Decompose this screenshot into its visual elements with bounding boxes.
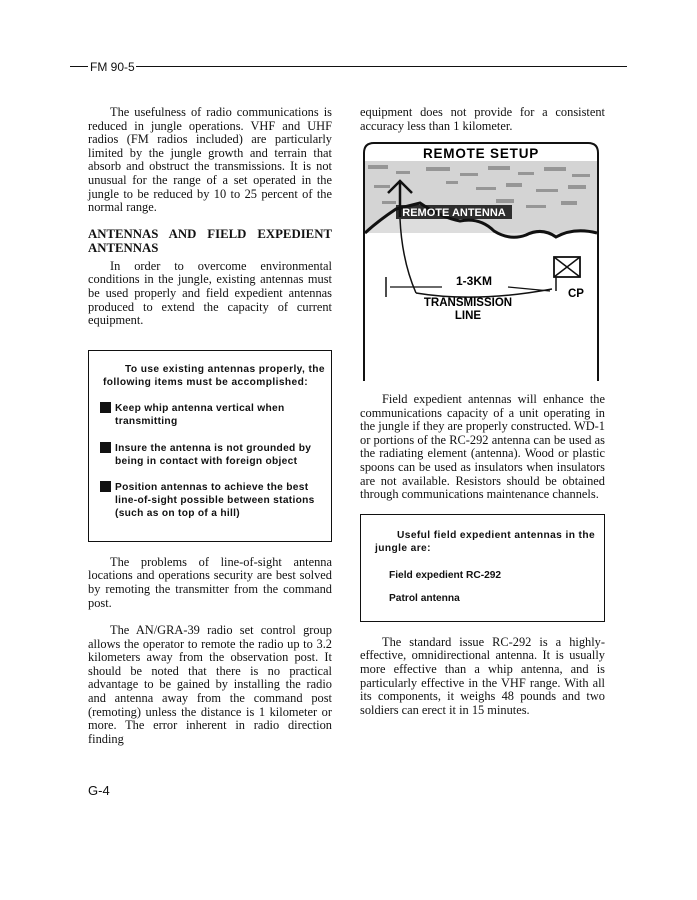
useful-antennas-box	[360, 514, 605, 622]
transmission-label-2: LINE	[454, 310, 482, 322]
remote-setup-figure	[356, 141, 606, 381]
paragraph-radio-usefulness: The usefulness of radio communications is reduced in jungle operations. VHF and UHF radios (FM radios included) are particularly limited by the jungle growth and terrain that absorb and obstruct the transmissions. It is not unusual for the range of a set operated in the jungle to be reduced by 10 to 25 percent of the normal range.	[88, 105, 332, 215]
bullet-square-icon	[100, 481, 111, 492]
list-item: Field expedient RC-292	[389, 570, 502, 582]
list-item: Patrol antenna	[389, 593, 460, 605]
page-number: G-4	[88, 783, 110, 798]
list-item: Keep whip antenna vertical when transmitting	[89, 402, 331, 428]
manual-id: FM 90-5	[90, 60, 135, 74]
paragraph-continued: equipment does not provide for a consistent accuracy less than 1 kilometer.	[360, 105, 605, 133]
list-item: Insure the antenna is not grounded by being in contact with foreign object	[89, 442, 331, 468]
header-rule-left	[70, 66, 88, 67]
paragraph-gra39: The AN/GRA-39 radio set control group allows the operator to remote the radio up to 3.2 kilometers away from the observation post. It should be noted that there is no practical advantage to be gained by installing the radio and antenna away from the command post (remoting) unless the distance is 1 kilometer or more. The error inherent in radio direction finding	[88, 623, 332, 746]
running-header	[70, 60, 627, 74]
command-post-icon	[554, 257, 580, 291]
paragraph-environment: In order to overcome environmental conditions in the jungle, existing antennas must be used properly and field expedient antennas produced to extend the capacity of current equipment.	[88, 258, 332, 328]
transmission-label-1: TRANSMISSION	[423, 297, 513, 309]
cp-label: CP	[568, 288, 584, 300]
figure-title: REMOTE SETUP	[422, 146, 540, 161]
bullet-square-icon	[100, 442, 111, 453]
right-column-lower	[360, 393, 605, 717]
antenna-tips-list	[89, 402, 331, 520]
distance-label: 1-3KM	[455, 274, 493, 288]
antenna-tips-box	[88, 350, 332, 542]
bullet-square-icon	[100, 402, 111, 413]
header-rule-right	[136, 66, 627, 67]
section-heading: ANTENNAS AND FIELD EXPEDIENT ANTENNAS	[88, 226, 332, 255]
paragraph-rc292: The standard issue RC-292 is a highly-effective, omnidirectional antenna. It is usually more effective than a whip antenna, and is particularly effective in the VHF range. With all its components, it weighs 48 pounds and two soldiers can erect it in 15 minutes.	[360, 634, 605, 717]
paragraph-field-expedient: Field expedient antennas will enhance the communications capacity of a unit operating in the jungle if they are properly constructed. WD-1 or portions of the RC-292 antenna can be used as the radiating element (antenna). Wood or plastic spoons can be used as insulators when insulators are not available. Resistors should be obtained through communications maintenance channels.	[360, 392, 605, 502]
left-column	[88, 106, 332, 746]
antenna-label: REMOTE ANTENNA	[402, 207, 506, 219]
right-column	[360, 106, 605, 133]
list-item: Position antennas to achieve the best line-of-sight possible between stations (such as on top of a hill)	[89, 481, 331, 521]
useful-antennas-intro: Useful field expedient antennas in the jungle are:	[375, 529, 596, 554]
antenna-tips-intro: To use existing antennas properly, the following items must be accomplished:	[103, 363, 325, 388]
paragraph-line-of-sight: The problems of line-of-sight antenna locations and operations security are best solved by remoting the transmitter from the command post.	[88, 554, 332, 610]
transmission-line	[416, 289, 552, 297]
